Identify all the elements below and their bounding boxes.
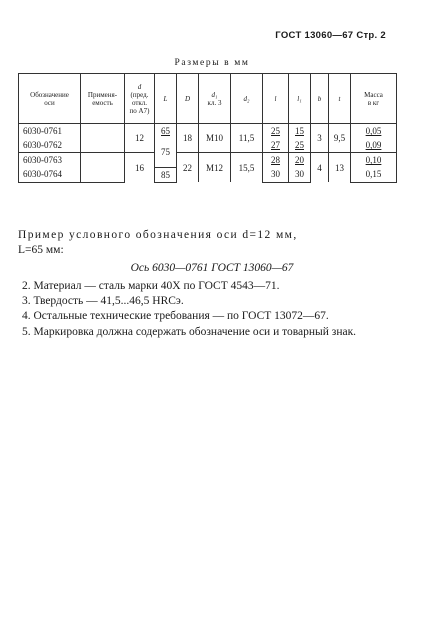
col-header-D: D — [177, 74, 199, 124]
page-header: ГОСТ 13060—67 Стр. 2 — [275, 30, 386, 41]
cell-designation: 6030-0763 — [19, 153, 81, 168]
cell-b: 4 — [311, 153, 329, 183]
cell-t: 13 — [329, 153, 351, 183]
cell-l: 30 — [263, 167, 289, 182]
cell-mass: 0,09 — [351, 138, 397, 153]
cell-mass: 0,10 — [351, 153, 397, 168]
paragraph-requirements: 4. Остальные технические требования — по ГОСТ 13072—67. — [22, 310, 329, 322]
col-header-b: b — [311, 74, 329, 124]
cell-l1: 15 — [289, 124, 311, 139]
cell-d: 16 — [125, 153, 155, 183]
dimensions-table — [18, 73, 397, 183]
cell-l: 25 — [263, 124, 289, 139]
cell-l: 27 — [263, 138, 289, 153]
cell-b: 3 — [311, 124, 329, 153]
cell-applicability — [81, 167, 125, 182]
cell-d: 12 — [125, 124, 155, 153]
cell-L: 75 — [155, 138, 177, 167]
col-header-mass: Масса в кг — [351, 74, 397, 124]
cell-D: 22 — [177, 153, 199, 183]
col-header-t: t — [329, 74, 351, 124]
cell-applicability — [81, 124, 125, 139]
cell-L: 65 — [155, 124, 177, 139]
cell-designation: 6030-0761 — [19, 124, 81, 139]
cell-applicability — [81, 153, 125, 168]
cell-t: 9,5 — [329, 124, 351, 153]
paragraph-material: 2. Материал — сталь марки 40Х по ГОСТ 4543—71. — [22, 280, 280, 292]
col-header-d: d (пред. откл. по А7) — [125, 74, 155, 124]
cell-designation: 6030-0764 — [19, 167, 81, 182]
paragraph-hardness: 3. Твердость — 41,5...46,5 HRCэ. — [22, 295, 184, 307]
cell-d2: 15,5 — [231, 153, 263, 183]
cell-l: 28 — [263, 153, 289, 168]
example-heading: Пример условного обозначения оси d=12 мм, — [18, 229, 298, 241]
cell-d2: 11,5 — [231, 124, 263, 153]
paragraph-marking: 5. Маркировка должна содержать обозначение оси и товарный знак. — [22, 326, 357, 338]
col-header-L: L — [155, 74, 177, 124]
col-header-designation: Обозначение оси — [19, 74, 81, 124]
col-header-l: l — [263, 74, 289, 124]
cell-applicability — [81, 138, 125, 153]
cell-l1: 30 — [289, 167, 311, 182]
cell-designation: 6030-0762 — [19, 138, 81, 153]
cell-mass: 0,05 — [351, 124, 397, 139]
cell-l1: 20 — [289, 153, 311, 168]
col-header-applicability: Применя- емость — [81, 74, 125, 124]
cell-d1: M10 — [199, 124, 231, 153]
col-header-d2: d₂ — [231, 74, 263, 124]
cell-L: 85 — [155, 167, 177, 182]
table-row — [19, 153, 397, 168]
table-row — [19, 124, 397, 139]
example-designation: Ось 6030—0761 ГОСТ 13060—67 — [130, 262, 294, 274]
col-header-l1: l₁ — [289, 74, 311, 124]
cell-l1: 25 — [289, 138, 311, 153]
table-caption: Размеры в мм — [174, 58, 250, 68]
cell-d1: M12 — [199, 153, 231, 183]
example-heading-cont: L=65 мм: — [18, 244, 64, 256]
cell-D: 18 — [177, 124, 199, 153]
cell-mass: 0,15 — [351, 167, 397, 182]
col-header-d1: d₁ кл. 3 — [199, 74, 231, 124]
table-header-row — [19, 74, 397, 124]
